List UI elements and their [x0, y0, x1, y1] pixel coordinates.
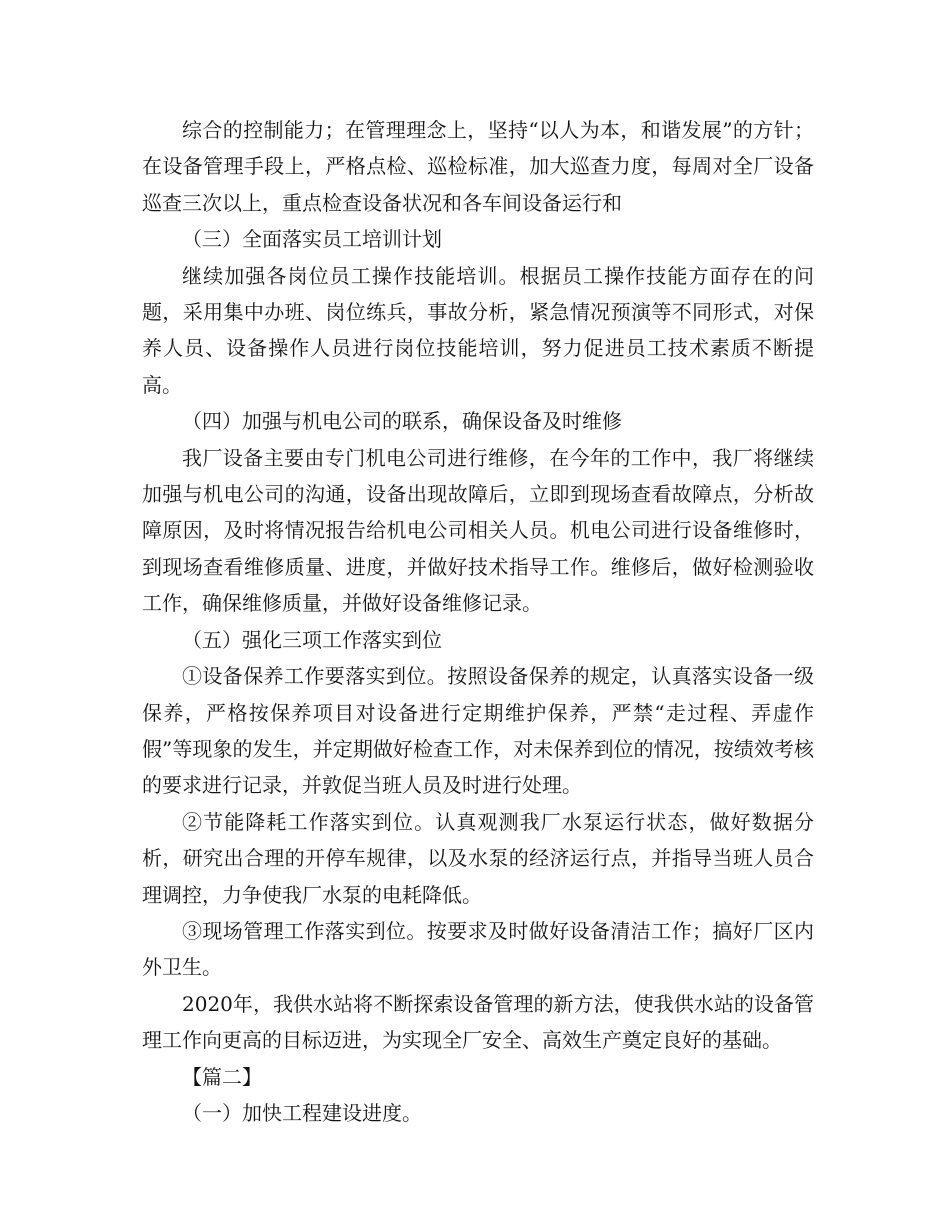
paragraph-site-management: ③现场管理工作落实到位。按要求及时做好设备清洁工作；搞好厂区内外卫生。 — [142, 918, 814, 980]
section-heading-construction: （一）加快工程建设进度。 — [182, 1100, 422, 1125]
paragraph-equipment-upkeep: ①设备保养工作要落实到位。按照设备保养的规定，认真落实设备一级保养，严格按保养项目对设备进行定期维护保养，严禁“走过程、弄虚作假”等现象的发生，并定期做好检查工作，对未保养到位的情况，按绩效考核的要求进行记录，并敦促当班人员及时进行处理。 — [142, 664, 814, 798]
paragraph-2020-outlook: 2020年，我供水站将不断探索设备管理的新方法，使我供水站的设备管理工作向更高的目标迈进，为实现全厂安全、高效生产奠定良好的基础。 — [142, 991, 814, 1053]
section-heading-three-tasks: （五）强化三项工作落实到位 — [182, 627, 442, 652]
paragraph-control-ability: 综合的控制能力；在管理理念上，坚持“以人为本，和谐发展”的方针；在设备管理手段上，严格点检、巡检标准，加大巡查力度，每周对全厂设备巡查三次以上，重点检查设备状况和各车间设备运行和 — [142, 118, 814, 215]
document-body — [142, 112, 814, 1131]
paragraph-energy-saving: ②节能降耗工作落实到位。认真观测我厂水泵运行状态，做好数据分析，研究出合理的开停车规律，以及水泵的经济运行点，并指导当班人员合理调控，力争使我厂水泵的电耗降低。 — [142, 809, 814, 907]
paragraph-training: 继续加强各岗位员工操作技能培训。根据员工操作技能方面存在的问题，采用集中办班、岗位练兵，事故分析，紧急情况预演等不同形式，对保养人员、设备操作人员进行岗位技能培训，努力促进员工技术素质不断提高。 — [142, 263, 814, 397]
section-heading-part-two: 【篇二】 — [182, 1064, 262, 1089]
section-heading-training: （三）全面落实员工培训计划 — [182, 227, 442, 252]
section-heading-maintenance: （四）加强与机电公司的联系，确保设备及时维修 — [182, 409, 622, 434]
paragraph-maintenance: 我厂设备主要由专门机电公司进行维修，在今年的工作中，我厂将继续加强与机电公司的沟通，设备出现故障后，立即到现场查看故障点，分析故障原因，及时将情况报告给机电公司相关人员。机电公司进行设备维修时，到现场查看维修质量、进度，并做好技术指导工作。维修后，做好检测验收工作，确保维修质量，并做好设备维修记录。 — [142, 445, 814, 616]
